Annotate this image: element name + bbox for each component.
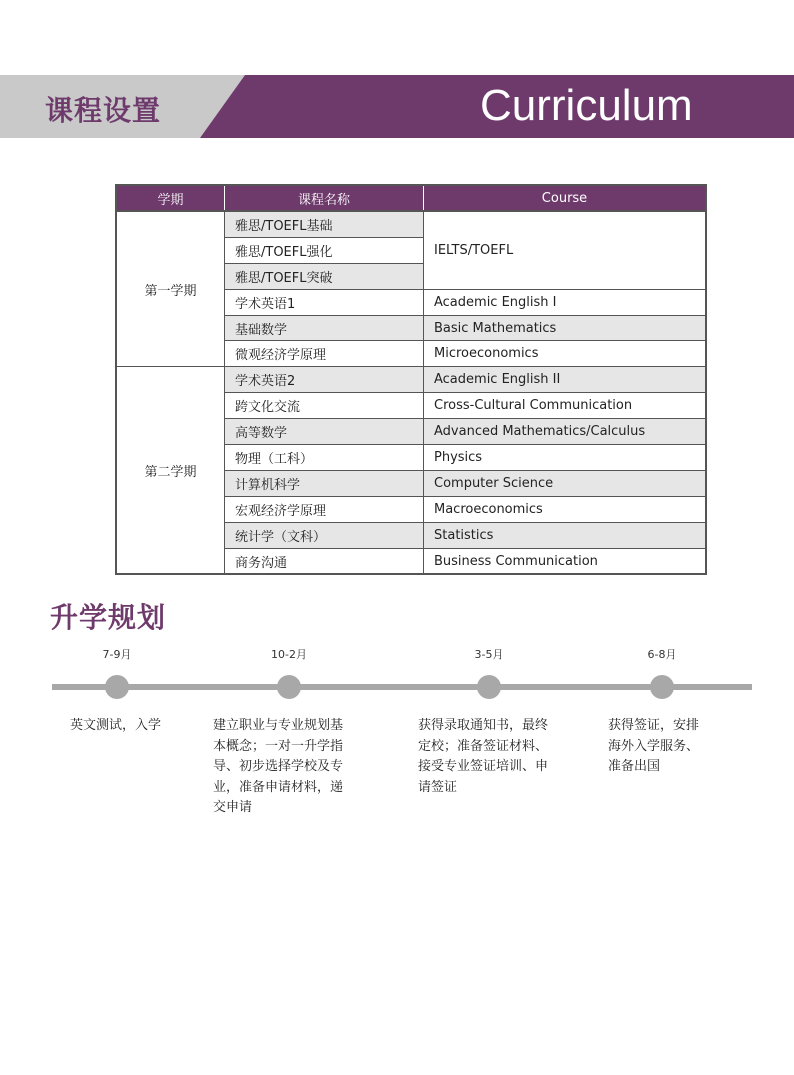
- course-en-cell: Business Communication: [424, 548, 707, 574]
- stage-description-line: 业，准备申请材料，递: [213, 779, 344, 795]
- section-title-en: Curriculum: [480, 81, 693, 130]
- course-cn-cell: 商务沟通: [225, 548, 424, 574]
- course-cn-cell: 统计学（文科）: [225, 522, 424, 548]
- course-en-cell: Cross-Cultural Communication: [424, 393, 707, 419]
- timeline-node: [105, 675, 129, 699]
- course-cn-cell: 物理（工科）: [225, 445, 424, 471]
- course-en-cell: Basic Mathematics: [424, 315, 707, 341]
- timeline-node: [650, 675, 674, 699]
- course-cn-cell: 宏观经济学原理: [225, 496, 424, 522]
- course-cn-cell: 高等数学: [225, 419, 424, 445]
- timeline-node: [477, 675, 501, 699]
- course-en-cell: IELTS/TOEFL: [424, 211, 707, 289]
- course-en-cell: Academic English I: [424, 289, 707, 315]
- course-cn-cell: 微观经济学原理: [225, 341, 424, 367]
- course-en-cell: Physics: [424, 445, 707, 471]
- stage-description-line: 海外入学服务、: [608, 738, 700, 754]
- course-table: [115, 184, 707, 575]
- header-course-cn: 课程名称: [225, 185, 424, 211]
- stage-description-line: 定校；准备签证材料、: [418, 738, 549, 754]
- table-row: [116, 211, 706, 237]
- stage-period: 6-8月: [647, 648, 677, 661]
- course-en-cell: Computer Science: [424, 470, 707, 496]
- course-cn-cell: 学术英语1: [225, 289, 424, 315]
- course-cn-cell: 计算机科学: [225, 470, 424, 496]
- course-cn-cell: 学术英语2: [225, 367, 424, 393]
- header-term: 学期: [116, 185, 225, 211]
- course-en-cell: Macroeconomics: [424, 496, 707, 522]
- stage-description-line: 建立职业与专业规划基: [213, 718, 344, 733]
- course-en-cell: Advanced Mathematics/Calculus: [424, 419, 707, 445]
- course-cn-cell: 基础数学: [225, 315, 424, 341]
- stage-description-line: 准备出国: [608, 759, 661, 774]
- stage-description: [608, 716, 699, 778]
- table-header-row: [116, 185, 706, 211]
- course-en-cell: Microeconomics: [424, 341, 707, 367]
- course-cn-cell: 雅思/TOEFL基础: [225, 211, 424, 237]
- course-cn-cell: 雅思/TOEFL突破: [225, 263, 424, 289]
- table-row: [116, 367, 706, 393]
- stage-period: 7-9月: [102, 648, 132, 661]
- stage-description-line: 获得录取通知书，最终: [418, 718, 549, 733]
- stage-description-line: 请签证: [418, 779, 458, 795]
- section-title-cn: 课程设置: [45, 94, 162, 127]
- course-en-cell: Academic English II: [424, 367, 707, 393]
- stage-description-line: 交申请: [213, 800, 253, 815]
- stage-description: [70, 716, 161, 737]
- stage-period: 3-5月: [474, 648, 504, 661]
- plan-title: 升学规划: [50, 601, 167, 634]
- timeline-node: [277, 675, 301, 699]
- course-cn-cell: 跨文化交流: [225, 393, 424, 419]
- stage-description-line: 导、初步选择学校及专: [213, 759, 344, 774]
- stage-description: [418, 716, 548, 798]
- stage-description: [213, 716, 343, 819]
- term-1-cell: 第一学期: [116, 211, 225, 367]
- course-en-cell: Statistics: [424, 522, 707, 548]
- term-2-cell: 第二学期: [116, 367, 225, 575]
- timeline-bar: [52, 684, 752, 690]
- stage-description-line: 获得签证，安排: [608, 718, 700, 733]
- stage-description-line: 本概念；一对一升学指: [213, 738, 344, 754]
- stage-description-line: 接受专业签证培训、申: [418, 759, 549, 774]
- header-banner: [0, 75, 794, 138]
- course-cn-cell: 雅思/TOEFL强化: [225, 237, 424, 263]
- stage-period: 10-2月: [271, 648, 307, 661]
- header-course-en: Course: [424, 185, 707, 211]
- stage-description-line: 英文测试，入学: [70, 718, 162, 733]
